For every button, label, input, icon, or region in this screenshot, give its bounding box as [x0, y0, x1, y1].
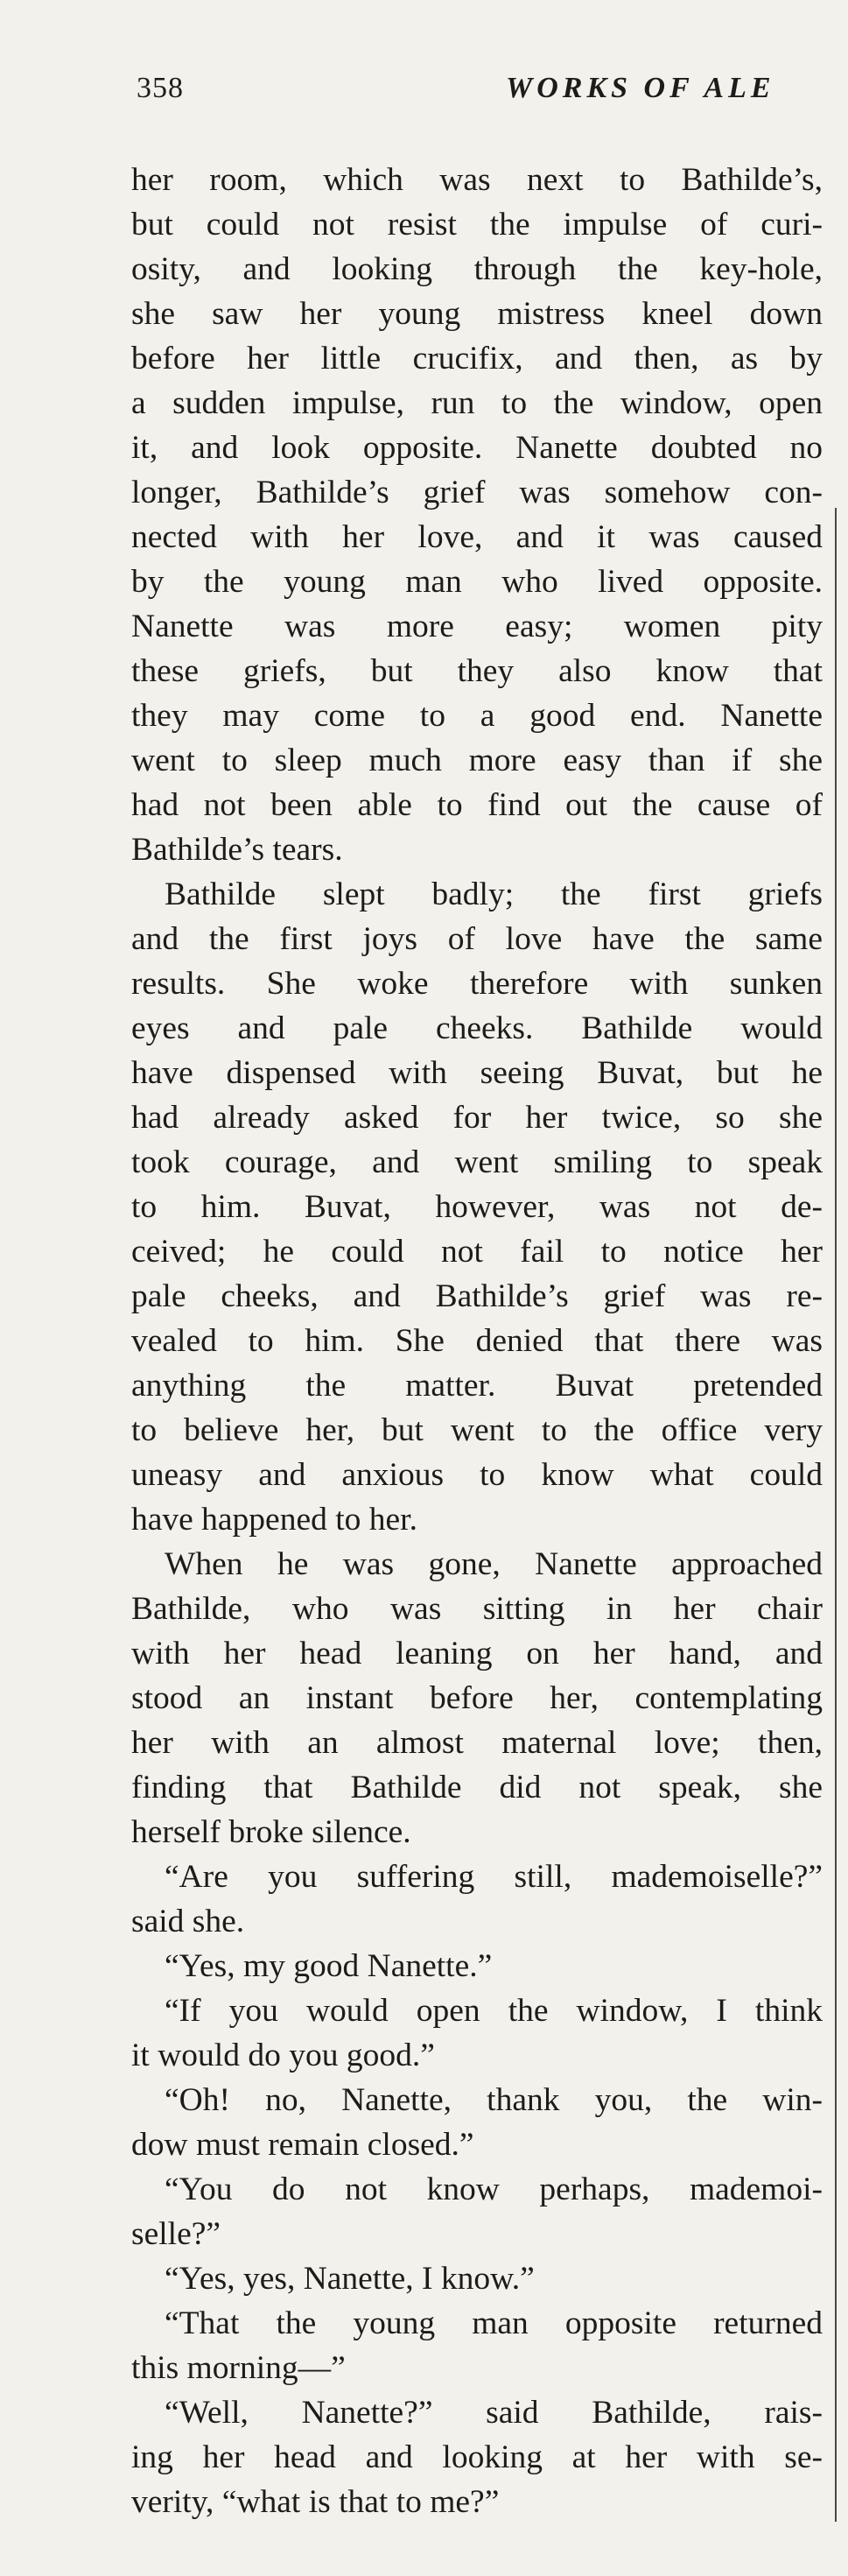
text-line: verity, “what is that to me?”	[131, 2484, 500, 2520]
text-line: herself broke silence.	[131, 1814, 411, 1850]
text-line: “That the young man opposite returned	[165, 2305, 823, 2341]
text-line: Bathilde, who was sitting in her chair	[131, 1591, 823, 1627]
text-line: stood an instant before her, contemplating	[131, 1680, 823, 1716]
text-line: “If you would open the window, I think	[165, 1993, 823, 2029]
text-line: results. She woke therefore with sunken	[131, 966, 823, 1002]
text-line: “You do not know perhaps, mademoi-	[165, 2171, 823, 2207]
text-line: she saw her young mistress kneel down	[131, 296, 823, 332]
text-line: nected with her love, and it was caused	[131, 519, 823, 555]
text-line: with her head leaning on her hand, and	[131, 1636, 823, 1672]
text-line: eyes and pale cheeks. Bathilde would	[131, 1010, 823, 1046]
text-line: and the first joys of love have the same	[131, 921, 823, 957]
text-line: “Yes, yes, Nanette, I know.”	[165, 2261, 535, 2297]
text-line: uneasy and anxious to know what could	[131, 1457, 823, 1493]
text-line: “Well, Nanette?” said Bathilde, rais-	[165, 2395, 823, 2431]
text-line: took courage, and went smiling to speak	[131, 1144, 823, 1180]
text-line: longer, Bathilde’s grief was somehow con-	[131, 475, 823, 510]
text-line: went to sleep much more easy than if she	[131, 743, 823, 778]
text-line: ing her head and looking at her with se-	[131, 2439, 823, 2475]
text-line: this morning—”	[131, 2350, 346, 2386]
text-line: by the young man who lived opposite.	[131, 564, 823, 600]
text-line: Bathilde’s tears.	[131, 832, 343, 868]
text-line: to him. Buvat, however, was not de-	[131, 1189, 823, 1225]
text-line: selle?”	[131, 2216, 221, 2252]
text-line: vealed to him. She denied that there was	[131, 1323, 823, 1359]
text-line: these griefs, but they also know that	[131, 653, 823, 689]
text-line: Bathilde slept badly; the first griefs	[165, 876, 823, 912]
text-line: a sudden impulse, run to the window, open	[131, 385, 823, 421]
text-line: “Yes, my good Nanette.”	[165, 1948, 493, 1984]
text-line: it would do you good.”	[131, 2038, 435, 2073]
text-line: When he was gone, Nanette approached	[165, 1546, 823, 1582]
text-line: Nanette was more easy; women pity	[131, 609, 823, 644]
text-line: before her little crucifix, and then, as by	[131, 341, 823, 377]
text-line: dow must remain closed.”	[131, 2127, 474, 2163]
text-line: finding that Bathilde did not speak, she	[131, 1770, 823, 1805]
text-line: but could not resist the impulse of curi-	[131, 207, 823, 243]
body-text	[131, 158, 823, 2524]
running-head: WORKS OF ALE	[506, 72, 775, 104]
text-line: ceived; he could not fail to notice her	[131, 1234, 823, 1270]
text-line: have dispensed with seeing Buvat, but he	[131, 1055, 823, 1091]
text-line: to believe her, but went to the office very	[131, 1412, 823, 1448]
page-header	[137, 72, 848, 124]
text-line: osity, and looking through the key-hole,	[131, 251, 823, 287]
text-line: “Are you suffering still, mademoiselle?”	[165, 1859, 823, 1895]
text-line: anything the matter. Buvat pretended	[131, 1368, 823, 1404]
page-number: 358	[137, 72, 184, 104]
column-rule	[835, 508, 837, 2522]
text-line: had already asked for her twice, so she	[131, 1100, 823, 1136]
text-line: have happened to her.	[131, 1502, 417, 1538]
text-line: her room, which was next to Bathilde’s,	[131, 162, 823, 198]
text-line: it, and look opposite. Nanette doubted no	[131, 430, 823, 466]
text-line: said she.	[131, 1904, 245, 1939]
text-line: “Oh! no, Nanette, thank you, the win-	[165, 2082, 823, 2118]
text-line: her with an almost maternal love; then,	[131, 1725, 823, 1761]
text-line: they may come to a good end. Nanette	[131, 698, 823, 734]
text-line: had not been able to find out the cause of	[131, 787, 823, 823]
text-line: pale cheeks, and Bathilde’s grief was re-	[131, 1278, 823, 1314]
